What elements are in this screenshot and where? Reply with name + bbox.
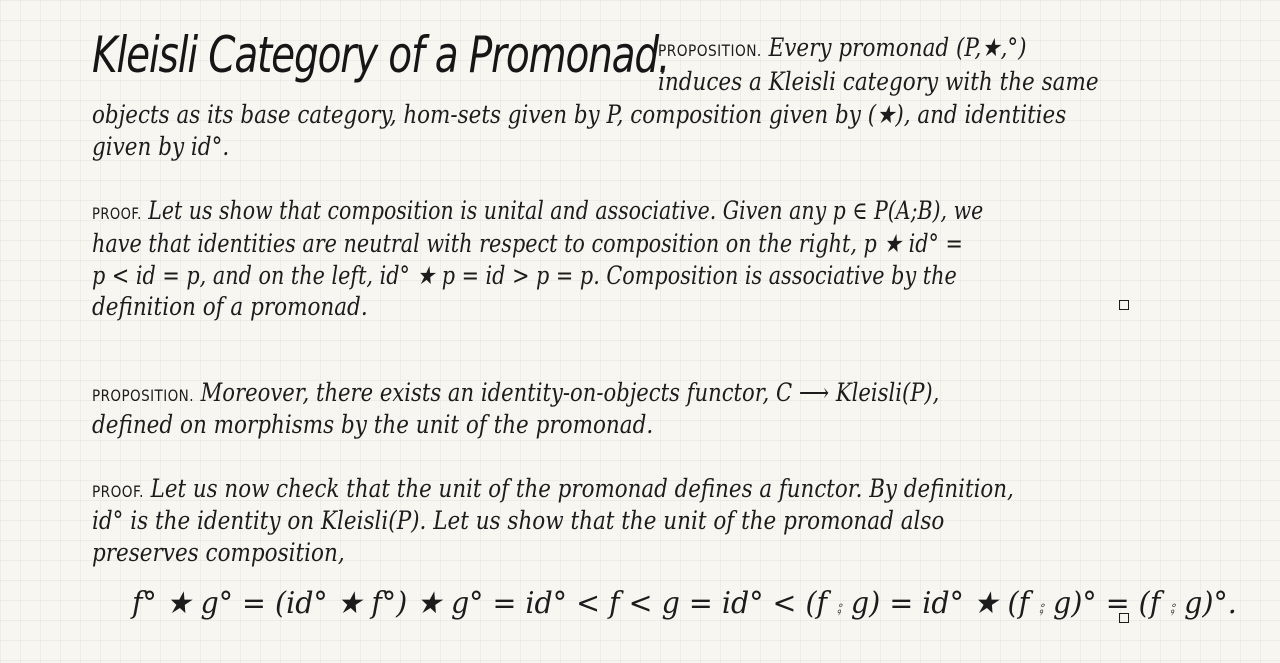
proof-1-label: PROOF. — [92, 204, 142, 223]
qed-square-2 — [1119, 613, 1129, 623]
proof-2-label: PROOF. — [92, 482, 144, 501]
proof-2-text-1: Let us now check that the unit of the promonad defines a functor. By definition, — [150, 474, 1014, 503]
proposition-2-text-1: Moreover, there exists an identity-on-objects functor, C ⟶ Kleisli(P), — [200, 378, 940, 407]
proof-2-line-2: id° is the identity on Kleisli(P). Let us show that the unit of the promonad also — [92, 506, 945, 535]
proposition-1-label: PROPOSITION. — [658, 41, 762, 60]
proposition-1-line-2: induces a Kleisli category with the same — [658, 67, 1099, 96]
qed-square-1 — [1119, 300, 1129, 310]
proof-1-text-1: Let us show that composition is unital and associative. Given any p ∈ P(A;B), we — [148, 196, 984, 225]
proposition-1-line-4: given by id°. — [92, 132, 230, 161]
proof-1-line-1 — [92, 196, 983, 229]
proof-2-line-1 — [92, 474, 1014, 507]
proof-1-line-4: definition of a promonad. — [92, 292, 368, 321]
proposition-2-line-1 — [92, 378, 939, 411]
proof-1-line-3: p < id = p, and on the left, id° ★ p = id > p = p. Composition is associative by the — [92, 261, 957, 290]
proposition-1-text-1: Every promonad (P,★,°) — [768, 33, 1027, 62]
page-title: Kleisli Category of a Promonad. — [92, 26, 670, 84]
proposition-1-line-3: objects as its base category, hom-sets given by P, composition given by (★), and identities — [92, 100, 1067, 129]
proposition-2-line-2: defined on morphisms by the unit of the promonad. — [92, 410, 654, 439]
proposition-1-line-1 — [658, 33, 1027, 66]
proof-1-line-2: have that identities are neutral with respect to composition on the right, p ★ id° = — [92, 229, 963, 258]
composition-equation: f° ★ g° = (id° ★ f°) ★ g° = id° < f < g = id° < (f ⨾ g) = id° ★ (f ⨾ g)° = (f ⨾ g)°. — [132, 586, 1237, 621]
proposition-2-label: PROPOSITION. — [92, 386, 194, 405]
proof-2-line-3: preserves composition, — [92, 538, 345, 567]
